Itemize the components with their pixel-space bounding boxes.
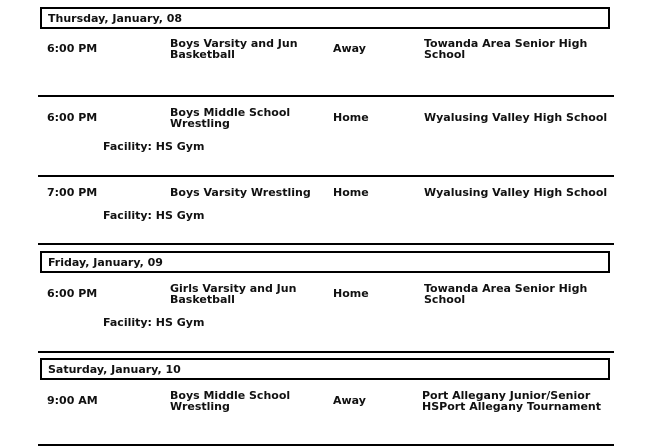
event-opponent: Towanda Area Senior High School — [424, 282, 588, 306]
event-facility: Facility: HS Gym — [103, 140, 205, 153]
event-time: 7:00 PM — [47, 186, 98, 199]
day-header-label: Thursday, January, 08 — [48, 12, 183, 25]
event-row — [0, 105, 651, 165]
event-divider — [38, 95, 614, 97]
event-location: Home — [333, 111, 369, 124]
event-row — [0, 36, 651, 96]
event-location: Home — [333, 186, 369, 199]
day-header-label: Saturday, January, 10 — [48, 363, 181, 376]
day-header-thursday — [40, 7, 610, 29]
event-opponent: Towanda Area Senior High School — [424, 37, 588, 61]
event-name: Boys Middle School Wrestling — [170, 106, 291, 130]
event-opponent: Port Allegany Junior/Senior HSPort Allegany Tournament — [422, 389, 602, 413]
event-name: Boys Middle School Wrestling — [170, 389, 291, 413]
event-location: Away — [333, 42, 366, 55]
event-row — [0, 281, 651, 341]
event-name: Boys Varsity and Jun Basketball — [170, 37, 298, 61]
day-divider — [38, 243, 614, 245]
day-divider — [38, 351, 614, 353]
day-header-saturday — [40, 358, 610, 380]
event-time: 6:00 PM — [47, 287, 98, 300]
event-time: 6:00 PM — [47, 42, 98, 55]
event-location: Home — [333, 287, 369, 300]
event-location: Away — [333, 394, 366, 407]
event-name: Boys Varsity Wrestling — [170, 186, 311, 199]
event-facility: Facility: HS Gym — [103, 209, 205, 222]
event-time: 9:00 AM — [47, 394, 98, 407]
day-header-friday — [40, 251, 610, 273]
day-header-label: Friday, January, 09 — [48, 256, 163, 269]
event-divider — [38, 175, 614, 177]
event-opponent: Wyalusing Valley High School — [424, 111, 608, 124]
event-opponent: Wyalusing Valley High School — [424, 186, 608, 199]
event-row — [0, 388, 651, 448]
event-time: 6:00 PM — [47, 111, 98, 124]
event-name: Girls Varsity and Jun Basketball — [170, 282, 297, 306]
event-facility: Facility: HS Gym — [103, 316, 205, 329]
event-divider — [38, 444, 614, 446]
event-row — [0, 180, 651, 240]
